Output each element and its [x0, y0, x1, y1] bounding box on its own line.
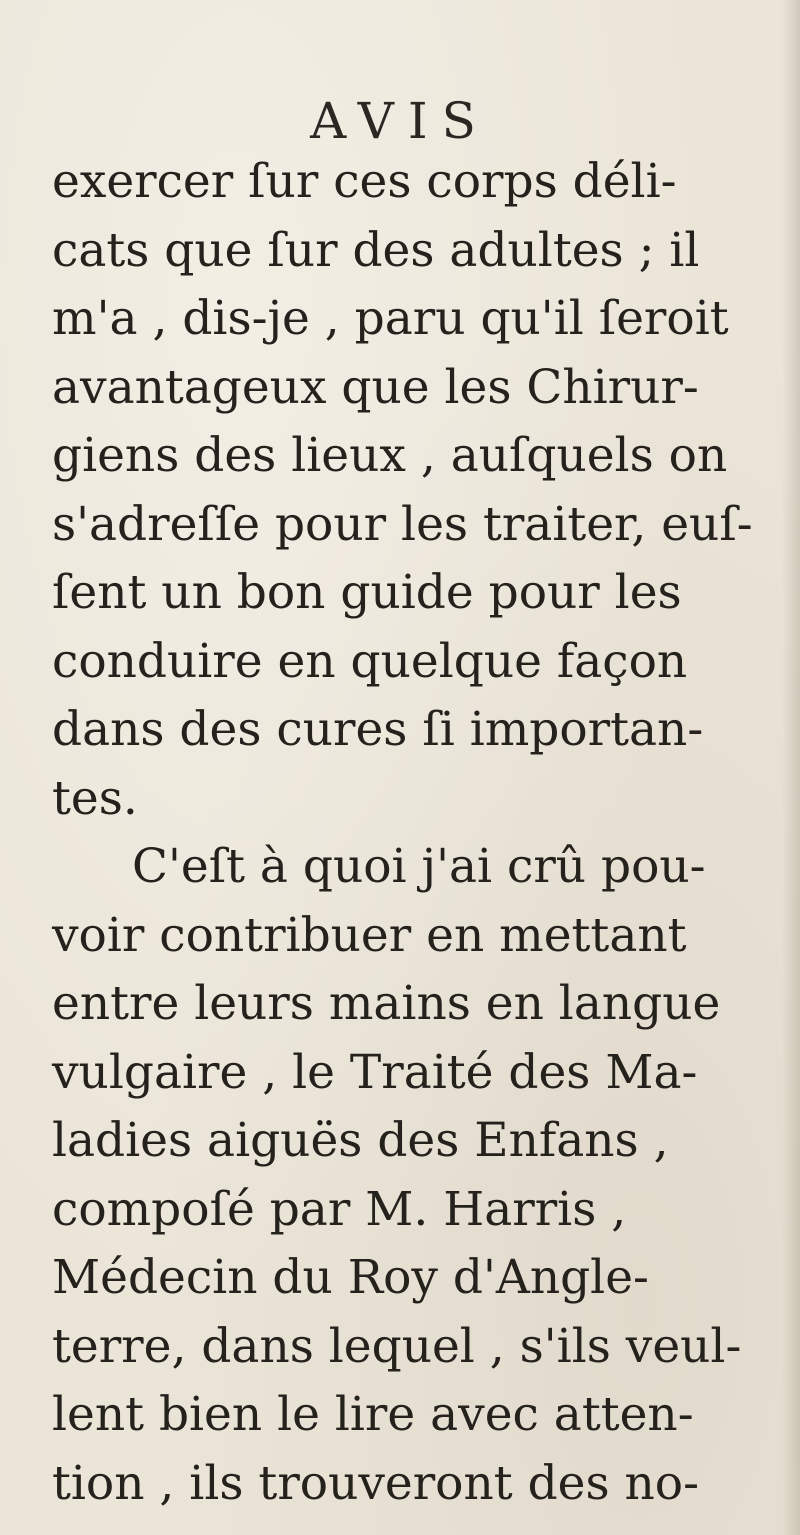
text-line: dans des cures ſi importan-	[52, 702, 704, 757]
text-line: exercer ſur ces corps déli-	[52, 154, 677, 209]
text-line: lent bien le lire avec atten-	[52, 1387, 694, 1442]
text-line: tion , ils trouveront des no-	[52, 1455, 699, 1511]
text-line: compoſé par M. Harris ,	[52, 1181, 627, 1237]
text-line: tes.	[52, 770, 138, 826]
text-line: entre leurs mains en langue	[52, 976, 721, 1031]
text-line: Médecin du Roy d'Angle-	[52, 1250, 649, 1305]
text-line: m'a , dis-je , paru qu'il ſeroit	[52, 291, 729, 346]
text-line: cats que ſur des adultes ; il	[52, 222, 700, 278]
text-line: avantageux que les Chirur-	[52, 359, 699, 415]
text-line: terre, dans lequel , s'ils veul-	[52, 1318, 742, 1374]
text-line: ladies aiguës des Enfans ,	[52, 1113, 669, 1168]
text-line: conduire en quelque façon	[52, 633, 688, 689]
text-line: vulgaire , le Traité des Ma-	[52, 1044, 698, 1100]
body-text	[52, 148, 792, 1518]
paragraph-first-line: C'eſt à quoi j'ai crû pou-	[132, 839, 706, 894]
text-line: ſent un bon guide pour les	[52, 565, 682, 620]
running-head: AVIS	[310, 92, 490, 150]
text-line: giens des lieux , auſquels on	[52, 428, 728, 483]
text-line: voir contribuer en mettant	[52, 907, 687, 963]
text-line: s'adreſſe pour les traiter, euſ-	[52, 496, 753, 552]
